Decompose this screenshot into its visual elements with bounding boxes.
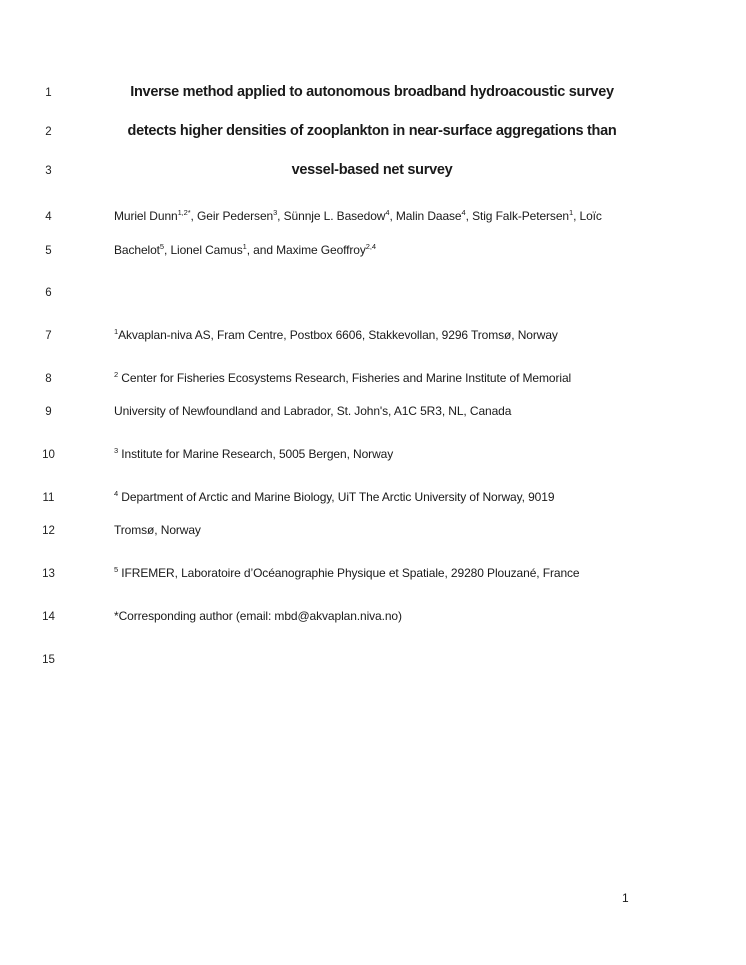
line-number: 7	[45, 330, 52, 342]
author-name: Muriel Dunn	[114, 209, 178, 223]
author-separator: ,	[190, 209, 198, 223]
line-number: 1	[45, 87, 52, 99]
affiliation-number: 1	[114, 327, 119, 336]
affiliation-text: Center for Fisheries Ecosystems Research, Fisheries and Marine Institute of Memorial	[118, 371, 572, 385]
author-name: Maxime Geoffroy	[276, 243, 366, 257]
paper-title-line: detects higher densities of zooplankton in near-surface aggregations than	[127, 123, 617, 139]
affiliation	[114, 447, 393, 461]
line-number: 4	[45, 211, 52, 223]
author-line	[114, 243, 376, 257]
affiliation-continuation: University of Newfoundland and Labrador, St. John's, A1C 5R3, NL, Canada	[114, 404, 512, 418]
author-name: Geir Pedersen	[197, 209, 274, 223]
affiliation-number: 2	[114, 370, 119, 379]
affiliation	[114, 371, 571, 385]
author-separator: ,	[163, 243, 171, 257]
author-affiliation: 4	[461, 208, 466, 217]
author-line	[114, 209, 602, 223]
line-number: 8	[45, 373, 52, 385]
author-name: Stig Falk-Petersen	[472, 209, 569, 223]
author-separator: ,	[465, 209, 473, 223]
line-number: 2	[45, 126, 52, 138]
author-affiliation: 3	[273, 208, 278, 217]
author-affiliation: 1	[242, 242, 247, 251]
line-number: 14	[42, 611, 55, 623]
paper-title-line: Inverse method applied to autonomous broadband hydroacoustic survey	[130, 84, 614, 100]
affiliation-text: Akvaplan-niva AS, Fram Centre, Postbox 6606, Stakkevollan, 9296 Tromsø, Norway	[118, 328, 558, 342]
line-number: 6	[45, 287, 52, 299]
author-separator: ,	[277, 209, 284, 223]
author-name: Lionel Camus	[170, 243, 243, 257]
page-number: 1	[622, 891, 629, 905]
author-name: Sünnje L. Basedow	[283, 209, 386, 223]
affiliation-number: 5	[114, 565, 119, 574]
author-separator: , Loïc	[573, 209, 602, 223]
author-separator: ,	[389, 209, 396, 223]
line-number: 10	[42, 449, 55, 461]
line-number: 5	[45, 245, 52, 257]
affiliation	[114, 566, 580, 580]
line-number: 13	[42, 568, 55, 580]
affiliation-number: 3	[114, 446, 119, 455]
paper-title-line: vessel-based net survey	[291, 162, 453, 178]
affiliation	[114, 328, 558, 342]
affiliation-text: Department of Arctic and Marine Biology, UiT The Arctic University of Norway, 9019	[118, 490, 555, 504]
author-affiliation: 1,2*	[177, 208, 191, 217]
author-name: Bachelot	[114, 243, 160, 257]
line-number: 3	[45, 165, 52, 177]
author-affiliation: 4	[385, 208, 390, 217]
line-number: 15	[42, 654, 55, 666]
affiliation-text: Institute for Marine Research, 5005 Bergen, Norway	[118, 447, 394, 461]
line-number: 12	[42, 525, 55, 537]
author-affiliation: 1	[568, 208, 574, 217]
author-separator: , and	[246, 243, 277, 257]
affiliation-number: 4	[114, 489, 119, 498]
corresponding-author: *Corresponding author (email: mbd@akvaplan.niva.no)	[114, 609, 402, 623]
affiliation	[114, 490, 554, 504]
line-number: 9	[45, 406, 52, 418]
author-name: Malin Daase	[395, 209, 462, 223]
author-affiliation: 5	[159, 242, 164, 251]
author-affiliation: 2,4	[365, 242, 376, 251]
line-number: 11	[42, 492, 55, 504]
affiliation-text: IFREMER, Laboratoire d’Océanographie Physique et Spatiale, 29280 Plouzané, France	[118, 566, 580, 580]
affiliation-continuation: Tromsø, Norway	[114, 523, 201, 537]
